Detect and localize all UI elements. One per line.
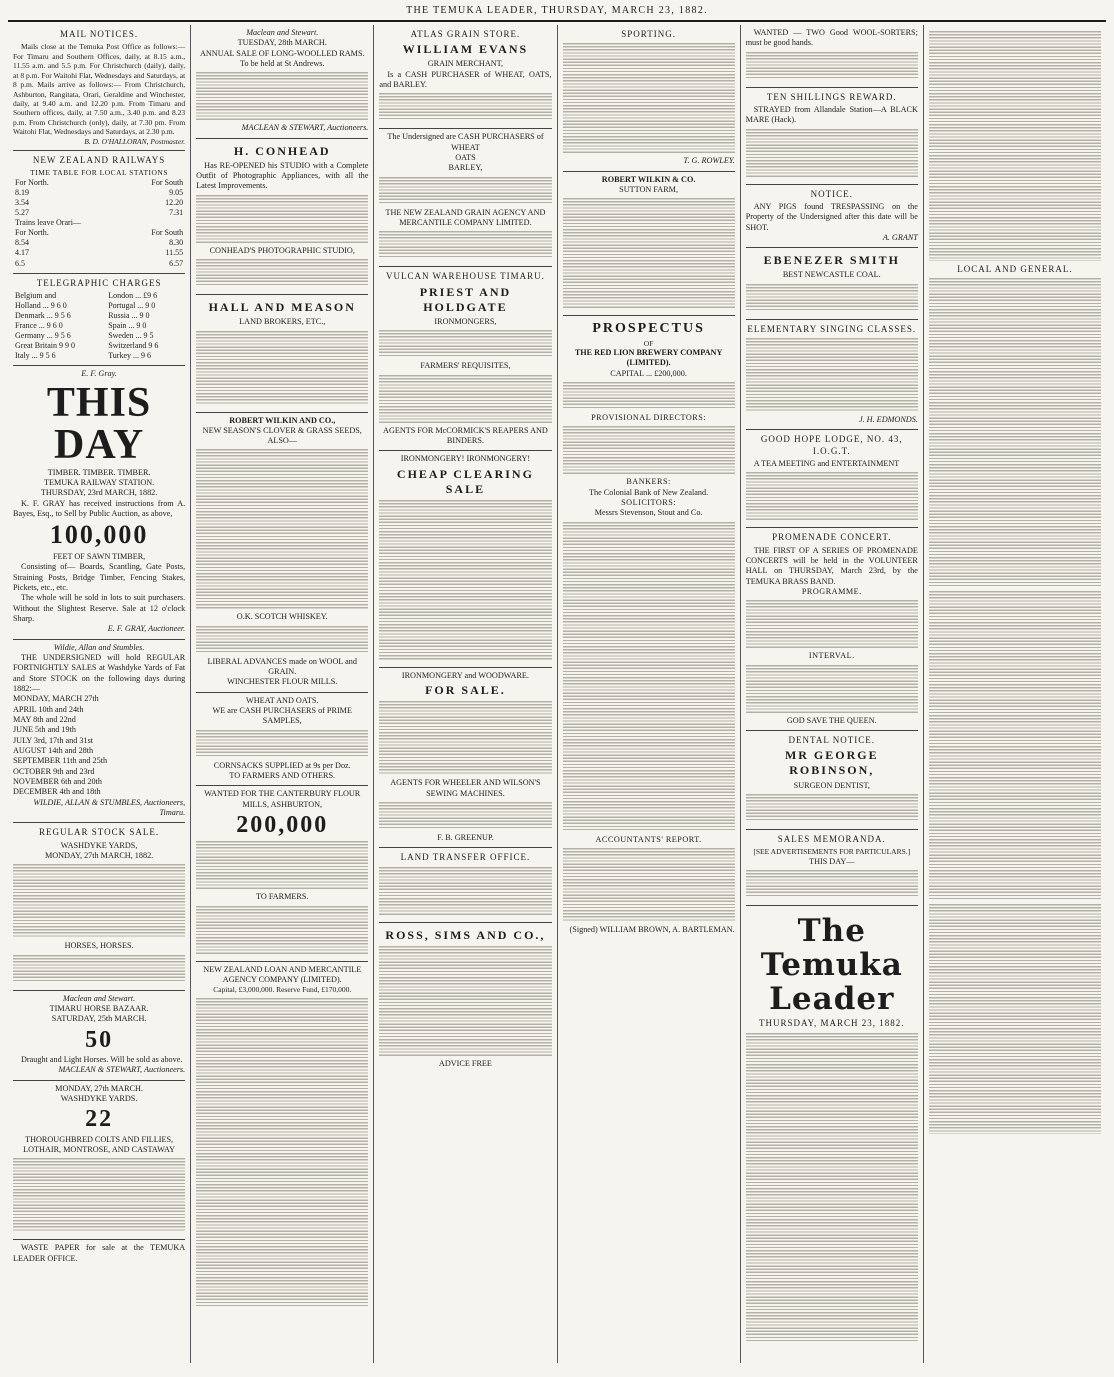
mail-sig: B. D. O'HALLORAN, Postmaster.: [84, 136, 186, 146]
tel-table: [13, 291, 185, 362]
rail-cell: For South: [151, 177, 184, 187]
text-filler: [746, 338, 918, 412]
clearing-title: CHEAP CLEARING SALE: [396, 466, 534, 496]
edmonds-sig: J. H. EDMONDS.: [858, 415, 918, 425]
tel-cell: Holland ... 9 6 0: [15, 301, 67, 311]
seeds-ad: [196, 413, 368, 693]
dental-ad: [746, 731, 918, 830]
timber-place: TEMUKA RAILWAY STATION.: [43, 478, 155, 488]
capital: Capital, £3,000,000. Reserve Fund, £170,000.: [213, 985, 352, 995]
text-filler: [379, 231, 551, 259]
table-row: [13, 341, 185, 351]
priest-title: PRIEST AND HOLDGATE: [419, 284, 512, 314]
reward-ad: [746, 88, 918, 185]
wildie-date: DECEMBER 4th and 18th: [13, 787, 101, 797]
wheat-title: WHEAT AND OATS.: [246, 695, 319, 705]
cornsacks: CORNSACKS SUPPLIED at 9s per Doz.: [213, 760, 351, 770]
singing-title: ELEMENTARY SINGING CLASSES.: [747, 323, 917, 334]
sporting-ad: [563, 25, 735, 172]
column-6: [924, 25, 1106, 1363]
waste-text: WASTE PAPER for sale at the TEMUKA LEADER OFFICE.: [13, 1243, 186, 1263]
wanted-text: WANTED — TWO Good WOOL-SORTERS; must be good hands.: [745, 28, 918, 48]
coal-title: BEST NEWCASTLE COAL.: [782, 270, 881, 280]
iron2-title: IRONMONGERY and WOODWARE.: [401, 670, 529, 680]
wool-place: To be held at St Andrews.: [240, 58, 325, 68]
timber-feet: FEET OF SAWN TIMBER,: [52, 552, 146, 562]
rail-cell: 6.57: [169, 258, 184, 268]
sutton-ad: [563, 172, 735, 317]
text-filler: [563, 198, 735, 308]
prospectus: [563, 316, 735, 939]
prospectus-title: PROSPECTUS: [592, 321, 705, 337]
grain-barley: BARLEY,: [448, 163, 483, 173]
text-filler: [196, 72, 368, 120]
wildie-sig: WILDIE, ALLAN & STUMBLES, Auctioneers, Timaru.: [33, 797, 186, 817]
ebenezer-title: EBENEZER SMITH: [763, 253, 900, 268]
text-filler: [746, 870, 918, 898]
wanted: WANTED FOR THE CANTERBURY FLOUR MILLS, ASHBURTON,: [204, 789, 361, 809]
wheat-ad: [196, 693, 368, 787]
text-filler: [379, 500, 551, 660]
photo-title: H. CONHEAD: [233, 143, 331, 158]
hall-sub: LAND BROKERS, ETC.,: [239, 317, 326, 327]
rail-cell: For North.: [15, 177, 49, 187]
text-filler: [929, 278, 1101, 588]
this-day: THIS DAY—: [809, 856, 855, 866]
table-row: [13, 351, 185, 361]
wildie-ad: [13, 640, 185, 824]
wildie-date: JUNE 5th and 19th: [13, 725, 76, 735]
notice-title: NOTICE.: [810, 188, 853, 199]
text-filler: [196, 998, 368, 1308]
tel-cell: London ... £9 6: [108, 290, 158, 300]
railways: [13, 151, 185, 273]
tel-cell: Spain ... 9 0: [108, 321, 147, 331]
rail-table: [13, 178, 185, 269]
sporting-title: SPORTING.: [621, 29, 676, 39]
colts-title: THOROUGHBRED COLTS AND FILLIES,: [25, 1134, 174, 1144]
trespass-text: ANY PIGS found TRESPASSING on the Property of the Undersigned after this date will be SHOT.: [745, 201, 918, 232]
evans-text: Is a CASH PURCHASER of WHEAT, OATS, and BARLEY.: [379, 69, 552, 90]
text-filler: [196, 259, 368, 287]
maclean-byline: Maclean and Stewart.: [63, 993, 136, 1003]
text-filler: [563, 426, 735, 474]
lion-capital: CAPITAL ... £200,000.: [610, 368, 687, 378]
wheeler: AGENTS FOR WHEELER AND WILSON'S SEWING MACHINES.: [390, 778, 541, 798]
nzgrain: THE NEW ZEALAND GRAIN AGENCY AND MERCANTILE COMPANY LIMITED.: [385, 207, 546, 228]
mail-notices: [13, 25, 185, 151]
wildie-date: JULY 3rd, 17th and 31st: [13, 735, 94, 745]
robinson-title: MR GEORGE ROBINSON,: [784, 748, 879, 778]
text-filler: [196, 449, 368, 609]
table-row: [13, 311, 185, 321]
tel-cell: Russia ... 9 0: [108, 311, 150, 321]
text-filler: [196, 331, 368, 405]
advice: ADVICE FREE: [438, 1058, 492, 1068]
forsale-title: FOR SALE.: [425, 683, 506, 698]
wool-title: ANNUAL SALE OF LONG-WOOLLED RAMS.: [199, 48, 365, 58]
page-header: THE TEMUKA LEADER, THURSDAY, MARCH 23, 1882.: [406, 5, 708, 16]
report-title: ACCOUNTANTS' REPORT.: [595, 834, 702, 844]
timber-body: Consisting of— Boards, Scantling, Gate Posts, Straining Posts, Bridge Timber, Fencing Stakes, Pickets, etc., etc.: [13, 562, 186, 593]
table-row: [13, 301, 185, 311]
table-row: [13, 198, 185, 208]
rail-cell: 4.17: [15, 248, 29, 258]
table-row: [13, 178, 185, 188]
sales-sub: [SEE ADVERTISEMENTS FOR PARTICULARS.]: [753, 847, 911, 857]
stock-sale: [13, 823, 185, 990]
regular-title: REGULAR STOCK SALE.: [39, 827, 160, 838]
programme-title: PROGRAMME.: [801, 587, 862, 596]
nzloan-ad: [196, 962, 368, 1315]
liberal: LIBERAL ADVANCES made on WOOL and GRAIN.: [207, 656, 357, 677]
column-4: [558, 25, 741, 1363]
nzloan: NEW ZEALAND LOAN AND MERCANTILE AGENCY COMPANY (LIMITED).: [203, 964, 362, 985]
wildie-date: OCTOBER 9th and 23rd: [13, 766, 95, 776]
column-3: [374, 25, 557, 1363]
strayed-text: STRAYED from Allandale Station—A BLACK MARE (Hack).: [745, 104, 918, 125]
rail-cell: For North.: [15, 228, 49, 238]
column-1: [8, 25, 191, 1363]
table-row: [13, 331, 185, 341]
atlas-title: ATLAS GRAIN STORE.: [410, 29, 521, 39]
prospectus-of: OF: [643, 338, 654, 348]
land-ad: [379, 848, 551, 922]
rail-cell: 5.27: [15, 208, 29, 218]
flour: WINCHESTER FLOUR MILLS.: [227, 677, 338, 687]
column-6-text: [929, 25, 1101, 1141]
tel-cell: Portugal ... 9 0: [108, 301, 156, 311]
woodware-ad: [379, 668, 551, 848]
mail-title: MAIL NOTICES.: [60, 29, 139, 39]
report-signed: (Signed) WILLIAM BROWN, A. BARTLEMAN.: [569, 925, 735, 935]
colts-by: LOTHAIR, MONTROSE, AND CASTAWAY: [23, 1144, 176, 1154]
directors-title: PROVISIONAL DIRECTORS:: [591, 413, 707, 423]
evans-title: WILLIAM EVANS: [402, 42, 529, 57]
hall-title: HALL AND MEASON: [208, 300, 356, 315]
timber-ad: [13, 366, 185, 639]
wildie-date: SEPTEMBER 11th and 25th: [13, 756, 108, 766]
sutton-title: SUTTON FARM,: [619, 184, 679, 194]
colts-ad: [13, 1081, 185, 1241]
text-filler: [929, 904, 1101, 1134]
greenup: F. B. GREENUP.: [437, 832, 494, 842]
telegraph: [13, 274, 185, 367]
text-filler: [379, 375, 551, 423]
text-filler: [563, 382, 735, 410]
tel-title: TELEGRAPHIC CHARGES: [36, 277, 162, 288]
bazaar-sig: MACLEAN & STEWART, Auctioneers.: [58, 1065, 186, 1075]
rowley-sig: T. G. ROWLEY.: [683, 156, 735, 166]
rail-sub: TIME TABLE FOR LOCAL STATIONS: [30, 168, 169, 178]
scotch: O.K. SCOTCH WHISKEY.: [236, 612, 328, 622]
text-filler: [196, 730, 368, 758]
dental-title: DENTAL NOTICE.: [788, 734, 875, 745]
text-filler: [746, 665, 918, 713]
vulcan-ad: [379, 267, 551, 451]
rail-title: NEW ZEALAND RAILWAYS: [32, 155, 166, 166]
text-filler: [746, 129, 918, 177]
text-filler: [746, 472, 918, 520]
rail-cell: For South: [151, 228, 184, 238]
col2-byline: Maclean and Stewart.: [246, 28, 319, 37]
rail-cell: 8.54: [15, 238, 29, 248]
priest-sub: IRONMONGERS,: [434, 316, 497, 326]
bazaar-ad: [13, 991, 185, 1081]
robert-sub: NEW SEASON'S CLOVER & GRASS SEEDS,: [202, 425, 362, 435]
table-row: [13, 238, 185, 248]
lodge-title: GOOD HOPE LODGE, NO. 43, I.O.G.T.: [760, 434, 903, 456]
woolsorters-ad: [746, 25, 918, 88]
tel-cell: Denmark ... 9 5 6: [15, 311, 71, 321]
rail-cell: 8.30: [169, 238, 184, 248]
rail-cell: 12.20: [165, 198, 184, 208]
text-filler: [196, 841, 368, 889]
wilkin-title: ROBERT WILKIN & CO.: [601, 174, 696, 184]
tel-cell: Belgium and: [15, 290, 57, 300]
tel-cell: Turkey ... 9 6: [108, 351, 152, 361]
text-filler: [379, 946, 551, 1056]
bankers-title: BANKERS:: [626, 477, 671, 487]
tea-text: A TEA MEETING and ENTERTAINMENT: [753, 459, 900, 469]
text-filler: [563, 848, 735, 922]
photo-ad: [196, 139, 368, 295]
clearing-ad: [379, 451, 551, 668]
grain-wheat: WHEAT: [451, 142, 480, 152]
grain-oats: OATS: [455, 153, 476, 163]
table-row: [13, 188, 185, 198]
text-filler: [379, 177, 551, 205]
text-filler: [379, 330, 551, 358]
farmers-req: FARMERS' REQUISITES,: [420, 361, 511, 371]
timber-sub: TIMBER. TIMBER. TIMBER.: [47, 467, 151, 477]
iron-title: IRONMONGERY! IRONMONGERY!: [400, 454, 531, 464]
bazaar-text: Draught and Light Horses. Will be sold as above.: [21, 1054, 183, 1064]
surgeon: SURGEON DENTIST,: [793, 780, 870, 790]
leader-editorial: [746, 906, 918, 1350]
interval-title: INTERVAL.: [808, 651, 855, 661]
grain-ad: [379, 129, 551, 267]
timber-end: The whole will be sold in lots to suit purchasers. Without the Slightest Reserve. Sale at 12 o'clock Sharp.: [13, 593, 186, 624]
tel-cell: Sweden ... 9 5: [108, 331, 154, 341]
rams-ad: [196, 25, 368, 139]
queen: GOD SAVE THE QUEEN.: [786, 715, 877, 725]
timber-text: K. F. GRAY has received instructions from A. Bayes, Esq., to Sell by Public Auction, as above,: [13, 498, 186, 519]
mon27: MONDAY, 27th MARCH.: [55, 1083, 143, 1093]
waste-ad: [13, 1240, 185, 1268]
to-farmers: TO FARMERS.: [256, 892, 309, 902]
col2-date: TUESDAY, 28th MARCH.: [237, 38, 327, 48]
solicitors-title: SOLICITORS:: [621, 498, 677, 508]
wildie-text: THE UNDERSIGNED will hold REGULAR FORTNIGHTLY SALES at Washdyke Yards of Fat and Store STOCK on the following days during 1882:—: [13, 653, 186, 693]
horses-title: HORSES, HORSES.: [64, 941, 134, 951]
rail-cell: 9.05: [169, 187, 184, 197]
tel-cell: Germany ... 9 5 6: [15, 331, 71, 341]
rail-cell: 7.31: [169, 208, 184, 218]
rail-cell: [127, 218, 185, 228]
bank: The Colonial Bank of New Zealand.: [589, 487, 709, 497]
text-filler: [563, 522, 735, 832]
tel-cell: Great Britain 9 9 0: [15, 341, 75, 351]
promenade-title: PROMENADE CONCERT.: [772, 532, 892, 543]
concert-ad: [746, 528, 918, 731]
text-filler: [929, 31, 1101, 261]
table-row: [13, 321, 185, 331]
bazaar-date: SATURDAY, 25th MARCH.: [51, 1014, 147, 1024]
column-2: [191, 25, 374, 1363]
table-row: [13, 259, 185, 269]
bushels: 200,000: [236, 812, 329, 839]
text-filler: [379, 701, 551, 775]
wildie-date: NOVEMBER 6th and 20th: [13, 776, 102, 786]
reward-title: TEN SHILLINGS REWARD.: [766, 91, 897, 102]
monday-date: MONDAY, 27th MARCH, 1882.: [44, 850, 154, 860]
wildie-date: MAY 8th and 22nd: [13, 714, 76, 724]
buyers: The Undersigned are CASH PURCHASERS of: [387, 132, 544, 142]
photo-studio: CONHEAD'S PHOTOGRAPHIC STUDIO,: [209, 245, 355, 255]
wildie-byline: Wildie, Allan and Stumbles.: [53, 642, 145, 652]
wildie-date: APRIL 10th and 24th: [13, 704, 84, 714]
concert-text: THE FIRST OF A SERIES OF PROMENADE CONCERTS will be held in the VOLUNTEER HALL on THURSDAY, March 23rd, by the TEMUKA BRASS BAND.: [745, 545, 918, 586]
sales-title: SALES MEMORANDA.: [777, 833, 886, 844]
text-filler: [13, 864, 185, 938]
text-filler: [196, 906, 368, 954]
timber-big: THIS DAY: [46, 379, 152, 468]
tel-cell: Italy ... 9 5 6: [15, 351, 56, 361]
rail-cell: 6.5: [15, 258, 25, 268]
timber-date: THURSDAY, 23rd MARCH, 1882.: [40, 488, 158, 498]
hall-ad: [196, 295, 368, 412]
wildie-date: MONDAY, MARCH 27th: [13, 694, 99, 704]
timber-sig: E. F. GRAY, Auctioneer.: [107, 624, 186, 634]
singing-ad: [746, 320, 918, 431]
text-filler: [746, 1033, 918, 1343]
tel-cell: Switzerland 9 6: [108, 341, 159, 351]
grant-sig: A. GRANT: [882, 232, 918, 242]
flourmills-ad: [196, 786, 368, 961]
table-row: [13, 218, 185, 228]
text-filler: [746, 600, 918, 648]
bazaar-title: TIMARU HORSE BAZAAR.: [49, 1003, 149, 1013]
coal-ad: [746, 248, 918, 319]
text-filler: [379, 93, 551, 121]
timber-figure: 100,000: [49, 520, 149, 550]
washdyke-title: WASHDYKE YARDS,: [60, 840, 138, 850]
mail-text: Mails close at the Temuka Post Office as follows:— For Timaru and Southern Offices, daily, at 8.15 a.m., 11.55 a.m. and 5.5 p.m. For Christchurch (daily), daily, at 8 p.m. For Waitohi Flat, Wednesdays and Saturdays, at 8 p.m. Mails arrive as follows:— From Christchurch, Ashburton, Rangitata, Orari, Geraldine and Winchester, daily, at 9.40 a.m. and 12.20 p.m. From Timaru and Southern offices, daily, at 7.50 a.m., 3.40 p.m. and 8.23 p.m. From Christchurch (only), daily, at 7.30 pm. From Waitohi Flat, Wednesdays and Saturdays, at 2.30 p.m.: [13, 42, 186, 137]
text-filler: [929, 591, 1101, 901]
text-filler: [379, 867, 551, 915]
lion-title: THE RED LION BREWERY COMPANY (LIMITED).: [574, 348, 723, 368]
text-filler: [379, 802, 551, 830]
bazaar-num: 50: [85, 1026, 114, 1053]
column-5: [741, 25, 924, 1363]
solicitor-names: Messrs Stevenson, Stout and Co.: [594, 508, 703, 518]
farmers: TO FARMERS AND OTHERS.: [229, 771, 336, 781]
columns: [8, 25, 1106, 1363]
text-filler: [13, 1158, 185, 1232]
header-rule: [8, 20, 1106, 22]
colts-num: 22: [85, 1106, 114, 1133]
table-row: [13, 291, 185, 301]
cash-title: WE are CASH PURCHASERS of PRIME SAMPLES,: [212, 706, 352, 726]
tel-cell: France ... 9 6 0: [15, 321, 63, 331]
wash2: WASHDYKE YARDS.: [60, 1093, 138, 1103]
vulcan-title: VULCAN WAREHOUSE TIMARU.: [385, 271, 545, 282]
sales-memoranda: [746, 830, 918, 906]
notice-ad: [746, 185, 918, 249]
atlas-ad: [379, 25, 551, 129]
also: ALSO—: [267, 436, 298, 446]
maclean-sig: MACLEAN & STEWART, Auctioneers.: [241, 123, 369, 133]
timber-byline: E. F. Gray.: [81, 369, 117, 379]
table-row: [13, 208, 185, 218]
rail-cell: 3.54: [15, 198, 29, 208]
text-filler: [746, 794, 918, 822]
text-filler: [196, 195, 368, 243]
rail-cell: 11.55: [165, 248, 184, 258]
ross-ad: [379, 923, 551, 1073]
robert-title: ROBERT WILKIN AND CO.,: [229, 415, 336, 425]
ross-title: ROSS, SIMS AND CO.,: [385, 927, 546, 942]
agents: AGENTS FOR McCORMICK'S REAPERS AND BINDERS.: [383, 425, 548, 445]
dateline: THURSDAY, MARCH 23, 1882.: [759, 1018, 905, 1029]
local-title: LOCAL AND GENERAL.: [957, 264, 1073, 274]
text-filler: [746, 284, 918, 312]
photo-text: Has RE-OPENED his STUDIO with a Complete Outfit of Photographic Appliances, with all the Latest Improvements.: [196, 160, 369, 191]
lodge-ad: [746, 430, 918, 528]
table-row: [13, 248, 185, 258]
land-title: LAND TRANSFER OFFICE.: [400, 852, 531, 863]
table-row: [13, 228, 185, 238]
rail-cell: 8.19: [15, 187, 29, 197]
text-filler: [13, 955, 185, 983]
wildie-date: AUGUST 14th and 28th: [13, 745, 94, 755]
text-filler: [746, 52, 918, 80]
rail-cell: Trains leave Orari—: [15, 218, 81, 228]
masthead: The Temuka Leader: [760, 912, 903, 1018]
text-filler: [563, 43, 735, 153]
evans-sub: GRAIN MERCHANT,: [427, 59, 504, 69]
text-filler: [196, 626, 368, 654]
